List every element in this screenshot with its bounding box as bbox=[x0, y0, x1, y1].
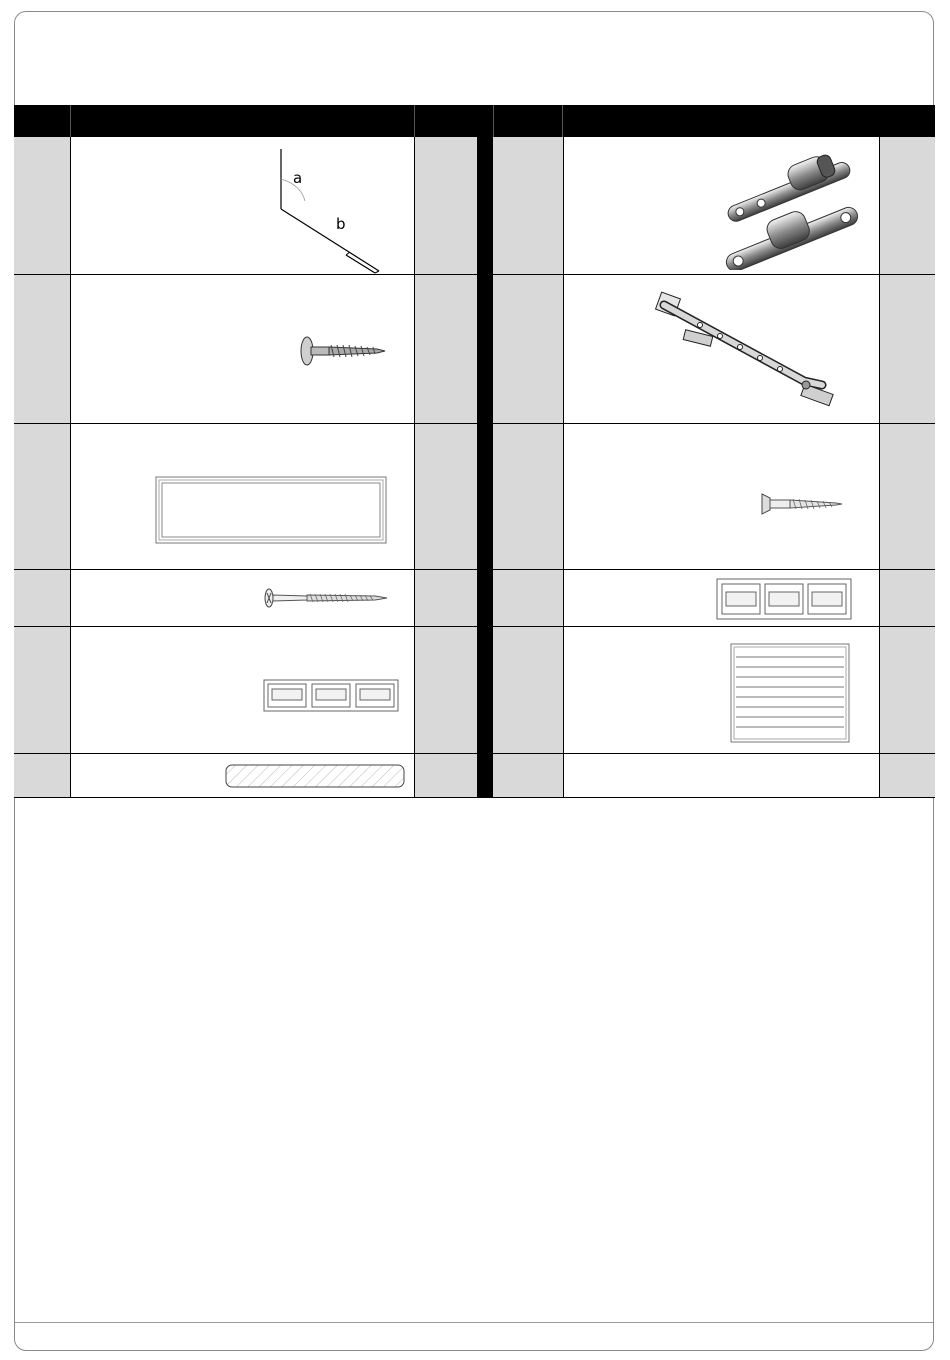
packing-spacers-icon bbox=[716, 578, 852, 620]
packing-spacers-icon bbox=[263, 679, 399, 713]
left-description-cell bbox=[70, 570, 415, 626]
pan-head-screw-icon bbox=[299, 335, 389, 367]
right-description-cell bbox=[563, 424, 880, 569]
footer-divider bbox=[15, 1322, 933, 1323]
left-description-cell bbox=[70, 627, 415, 753]
right-description-cell bbox=[563, 627, 880, 753]
right-qty-cell bbox=[880, 627, 935, 753]
left-code-cell bbox=[14, 627, 70, 753]
table-row bbox=[14, 570, 935, 626]
left-qty-cell bbox=[415, 137, 477, 274]
left-qty-cell bbox=[415, 754, 477, 798]
right-qty-cell bbox=[880, 754, 935, 798]
left-description-cell bbox=[70, 424, 415, 569]
label-b: b bbox=[336, 215, 346, 233]
left-code-cell bbox=[14, 275, 70, 423]
left-code-cell bbox=[14, 424, 70, 569]
right-code-cell bbox=[493, 570, 563, 626]
right-qty-cell bbox=[880, 137, 935, 274]
table-row bbox=[14, 137, 935, 274]
rectangular-frame-icon bbox=[155, 476, 389, 546]
left-qty-cell bbox=[415, 424, 477, 569]
bent-flashing-profile-icon bbox=[271, 145, 411, 275]
right-code-cell bbox=[493, 627, 563, 753]
right-description-cell bbox=[563, 275, 880, 423]
casement-stay-icon bbox=[654, 289, 839, 414]
left-description-cell bbox=[70, 275, 415, 423]
left-description-cell bbox=[70, 137, 415, 274]
right-code-cell bbox=[493, 754, 563, 798]
parts-table bbox=[14, 105, 935, 798]
right-qty-cell bbox=[880, 424, 935, 569]
table-row bbox=[14, 424, 935, 569]
left-code-cell bbox=[14, 754, 70, 798]
right-description-cell bbox=[563, 754, 880, 798]
left-qty-cell bbox=[415, 627, 477, 753]
right-code-cell bbox=[493, 424, 563, 569]
left-code-cell bbox=[14, 137, 70, 274]
table-row bbox=[14, 754, 935, 798]
long-wood-screw-icon bbox=[263, 586, 393, 610]
table-row bbox=[14, 627, 935, 753]
page-header bbox=[15, 12, 933, 107]
right-code-cell bbox=[493, 137, 563, 274]
right-description-cell bbox=[563, 137, 880, 274]
countersunk-screw-icon bbox=[760, 492, 845, 516]
right-qty-cell bbox=[880, 275, 935, 423]
table-header bbox=[14, 105, 935, 137]
left-qty-cell bbox=[415, 275, 477, 423]
slatted-panel-icon bbox=[730, 643, 852, 745]
table-row bbox=[14, 275, 935, 423]
right-qty-cell bbox=[880, 570, 935, 626]
label-a: a bbox=[293, 169, 303, 187]
left-code-cell bbox=[14, 570, 70, 626]
right-description-cell bbox=[563, 570, 880, 626]
hatched-plate-icon bbox=[225, 764, 407, 790]
left-qty-cell bbox=[415, 570, 477, 626]
hinge-pair-icon bbox=[714, 145, 884, 270]
right-code-cell bbox=[493, 275, 563, 423]
left-description-cell bbox=[70, 754, 415, 798]
